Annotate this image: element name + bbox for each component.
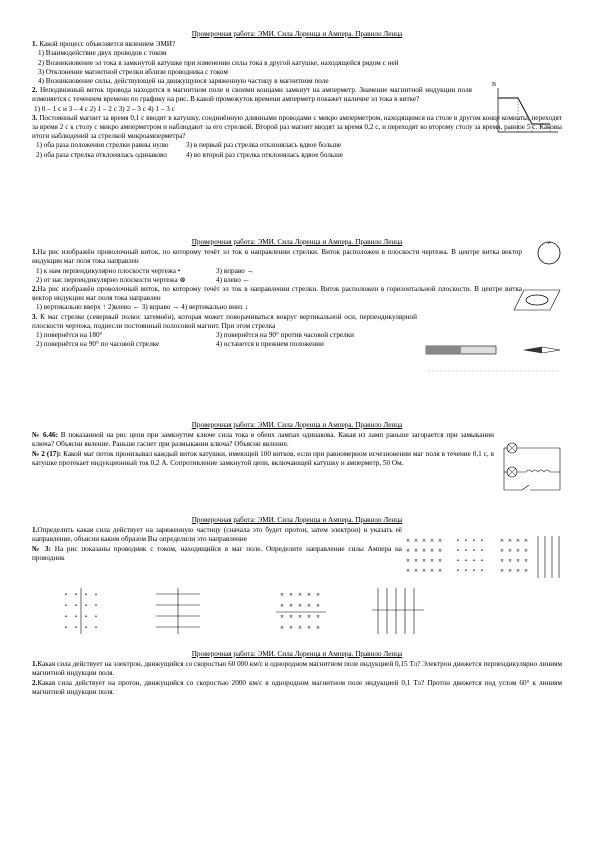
section-5	[32, 650, 562, 697]
field-dot-mark: •	[74, 592, 78, 598]
q1-number: 1.	[32, 526, 38, 535]
field-dot-mark: •	[84, 592, 88, 598]
field-dot-mark: •	[94, 614, 98, 620]
field-cross-mark: ×	[413, 538, 419, 544]
q2-text: На рис изображён проволочный виток, по которому течёт эл ток в направлении стрелки. Виток расположен в горизонтальной плоскости. В центре витка вектор индукции маг поля тока направлен	[32, 285, 522, 303]
q646-text: В показанной на рис цепи при замкнутом ключе сила тока в обеих лампах одинакова. Какая из ламп раньше загорается при замыкании ключа? Объясни явление. Раньше гаснет при размыкании ключа? Объясни явление.	[32, 431, 494, 449]
field-cross-mark: ×	[507, 568, 513, 574]
field-cross-mark: ×	[413, 548, 419, 554]
field-cross-mark: ×	[405, 538, 411, 544]
q3-option: 4) останется в прежнем положении	[216, 340, 324, 349]
section-1	[32, 30, 562, 160]
field-dot-mark: •	[64, 603, 68, 609]
field-cross-mark: ×	[288, 603, 294, 609]
field-dot-mark: •	[464, 538, 468, 544]
field-cross-mark: ×	[421, 548, 427, 554]
bar-magnet-figure	[424, 342, 564, 363]
q2-text: Неподвижный виток провода находится в магнитном поле и своими концами замкнут на амперметр. Значение магнитной индукции поля изменяется с течением времени по графику на рис. В какой промежуток времени амперметр покажет наличие эл тока в витке?	[32, 86, 472, 104]
section-1-title: Проверочная работа: ЭМИ. Сила Лоренца и Ампера. Правило Ленца	[191, 30, 403, 38]
q1-number: 1.	[32, 40, 38, 49]
field-cross-mark: ×	[306, 603, 312, 609]
field-dot-mark: •	[94, 592, 98, 598]
field-dot-mark: •	[64, 614, 68, 620]
field-cross-mark: ×	[437, 558, 443, 564]
section-2-title: Проверочная работа: ЭМИ. Сила Лоренца и Ампера. Правило Ленца	[191, 238, 403, 246]
field-dot-mark: •	[464, 558, 468, 564]
horizontal-loop-figure	[512, 288, 562, 317]
field-dot-mark: •	[84, 614, 88, 620]
q3-text: На рис показаны проводник с током, находящийся в маг поле. Определите направление силы Ампера на проводник	[32, 544, 402, 562]
field-dot-mark: •	[464, 568, 468, 574]
circuit-figure	[500, 434, 564, 499]
field-dot-mark: •	[74, 603, 78, 609]
section-5-title: Проверочная работа: ЭМИ. Сила Лоренца и Ампера. Правило Ленца	[191, 650, 403, 658]
q2-number: 2.	[32, 86, 38, 95]
field-cross-mark: ×	[515, 538, 521, 544]
field-cross-mark: ×	[306, 592, 312, 598]
field-cross-mark: ×	[279, 625, 285, 631]
q3-option: 1) повернётся на 180°	[36, 331, 103, 340]
field-dot-mark: •	[64, 625, 68, 631]
field-dot-mark: •	[472, 548, 476, 554]
field-dot-mark: •	[64, 592, 68, 598]
field-cross-mark: ×	[421, 538, 427, 544]
q2-options: 1) 0 – 1 с и 3 – 4 с 2) 1 – 2 с 3) 2 – 3 с 4) 1 – 3 с	[34, 104, 175, 113]
q3-option: 3) повернётся на 90° против часовой стрелки	[216, 331, 355, 340]
field-cross-mark: ×	[297, 592, 303, 598]
field-cross-mark: ×	[279, 592, 285, 598]
section-3-title: Проверочная работа: ЭМИ. Сила Лоренца и Ампера. Правило Ленца	[191, 421, 403, 429]
field-cross-mark: ×	[523, 568, 529, 574]
q2-number: 2.	[32, 678, 38, 687]
q1-text: На рис изображён проволочный виток, по которому течёт эл ток в направлении стрелки. Виток расположен в плоскости чертежа. В центре витка вектор индукции маг поля тока направлен	[32, 248, 522, 266]
field-cross-mark: ×	[429, 548, 435, 554]
field-cross-mark: ×	[507, 548, 513, 554]
compass-needle-figure	[424, 364, 564, 382]
q2-options: 1) вертикально вверх ↑ 2)влево ← 3) вправо → 4) вертикально вниз ↓	[36, 303, 249, 312]
field-cross-mark: ×	[297, 625, 303, 631]
q2-number: 2.	[32, 285, 38, 294]
field-cross-mark: ×	[315, 592, 321, 598]
particle-field-figures	[402, 534, 564, 585]
field-dot-mark: •	[480, 558, 484, 564]
field-cross-mark: ×	[421, 558, 427, 564]
field-cross-mark: ×	[288, 625, 294, 631]
field-cross-mark: ×	[437, 538, 443, 544]
field-cross-mark: ×	[297, 614, 303, 620]
field-cross-mark: ×	[315, 603, 321, 609]
field-dot-mark: •	[456, 558, 460, 564]
field-cross-mark: ×	[429, 558, 435, 564]
field-cross-mark: ×	[507, 538, 513, 544]
field-cross-mark: ×	[279, 614, 285, 620]
field-cross-mark: ×	[315, 614, 321, 620]
field-cross-mark: ×	[515, 568, 521, 574]
section-2	[32, 238, 562, 349]
field-dot-mark: •	[84, 625, 88, 631]
field-dot-mark: •	[456, 548, 460, 554]
field-dot-mark: •	[472, 568, 476, 574]
field-dot-mark: •	[94, 603, 98, 609]
field-dot-mark: •	[74, 614, 78, 620]
field-cross-mark: ×	[437, 548, 443, 554]
field-cross-mark: ×	[405, 568, 411, 574]
q1-option: 4) Возникновение силы, действующей на движущуюся заряженную частицу в магнитном поле	[38, 77, 329, 86]
field-dot-mark: •	[472, 558, 476, 564]
induction-graph	[492, 84, 562, 138]
field-dot-mark: •	[84, 603, 88, 609]
field-dot-mark: •	[480, 568, 484, 574]
field-cross-mark: ×	[405, 558, 411, 564]
field-cross-mark: ×	[315, 625, 321, 631]
q3-number: № 3:	[32, 544, 51, 553]
q1-number: 1.	[32, 248, 38, 257]
q1-option: 1) Взаимодействие двух проводов с током	[38, 49, 167, 58]
field-cross-mark: ×	[515, 548, 521, 554]
field-cross-mark: ×	[507, 558, 513, 564]
q1-text: Какой процесс объясняется явлением ЭМИ?	[39, 40, 176, 49]
q1-option: 4) влево ←	[216, 275, 250, 284]
graph-axis-label: B	[492, 82, 497, 88]
q3-text: К маг стрелке (северный полюс затемнён), которая может поворачиваться вокруг вертикальной оси, перпендикулярной плоскости чертежа, поднесли постоянный полосовой магнит. При этом стрелка	[32, 312, 417, 330]
section-4-title: Проверочная работа: ЭМИ. Сила Лоренца и Ампера. Правило Ленца	[191, 516, 403, 524]
field-dot-mark: •	[472, 538, 476, 544]
field-cross-mark: ×	[288, 592, 294, 598]
field-cross-mark: ×	[523, 548, 529, 554]
q1-option: 2) Возникновение эл тока в замкнутой катушке при изменении силы тока в другой катушке, находящейся рядом с ней	[38, 58, 399, 67]
q3-option: 2) повернётся на 90° по часовой стрелке	[36, 340, 160, 349]
field-cross-mark: ×	[297, 603, 303, 609]
field-dot-mark: •	[464, 548, 468, 554]
field-cross-mark: ×	[429, 538, 435, 544]
q3-number: 3.	[32, 312, 38, 321]
q3-number: 3.	[32, 113, 38, 122]
field-dot-mark: •	[94, 625, 98, 631]
q646-number: № 6.46:	[32, 431, 58, 440]
q2-text: Какой маг поток пронизывал каждый виток катушки, имеющей 100 витков, если при равномерном исчезновении маг поля в течение 0,1 с, в катушке протекает индукционный ток 0,2 А. Сопротивление замкнутой цепи, включающей катушку и амперметр, 50 Ом.	[32, 449, 494, 467]
q1-option: 2) от нас перпендикулярно плоскости чертежа ⊗	[36, 275, 186, 284]
field-cross-mark: ×	[499, 548, 505, 554]
q1-option: 3) вправо →	[216, 266, 254, 275]
q1-option: 1) к нам перпендикулярно плоскости чертежа •	[36, 266, 181, 275]
field-cross-mark: ×	[421, 568, 427, 574]
field-cross-mark: ×	[306, 625, 312, 631]
field-cross-mark: ×	[523, 538, 529, 544]
field-cross-mark: ×	[413, 558, 419, 564]
field-dot-mark: •	[74, 625, 78, 631]
field-dot-mark: •	[480, 548, 484, 554]
field-cross-mark: ×	[523, 558, 529, 564]
field-cross-mark: ×	[499, 568, 505, 574]
q1-number: 1.	[32, 660, 38, 669]
field-cross-mark: ×	[437, 568, 443, 574]
q1-text: Определить какая сила действует на заряженную частицу (сначала это будет протон, затем электрон) и указать её направление, объясни каким образом Вы определили это направление	[32, 526, 402, 544]
q3-option: 2) оба раза стрелка отклонялась одинаково	[36, 150, 167, 159]
field-dot-mark: •	[480, 538, 484, 544]
field-dot-mark: •	[456, 538, 460, 544]
q3-text: Постоянный магнит за время 0,1 с вводят в катушку, соединённую длинными проводами с микро амперметром, находящимся на столе в другом конце комнаты, переходят за время 2 с к столу с микро амперметром и наблюдают за его стрелкой. Второй раз магнит вводят за время 0,2 с, и переходят ко второму столу за время, равное 5 с. Каковы итоги наблюдений за стрелкой микроамперметра?	[32, 113, 562, 141]
field-cross-mark: ×	[279, 603, 285, 609]
field-cross-mark: ×	[288, 614, 294, 620]
field-cross-mark: ×	[499, 538, 505, 544]
q3-option: 1) оба раза положения стрелки равны нулю	[36, 141, 169, 150]
q2-number: № 2 (17):	[32, 449, 62, 458]
field-cross-mark: ×	[306, 614, 312, 620]
q1-option: 3) Отклонение магнитной стрелки вблизи проводника с током	[38, 67, 228, 76]
wire-loop-figure	[536, 240, 562, 271]
field-cross-mark: ×	[429, 568, 435, 574]
field-dot-mark: •	[456, 568, 460, 574]
field-cross-mark: ×	[413, 568, 419, 574]
field-cross-mark: ×	[405, 548, 411, 554]
field-cross-mark: ×	[499, 558, 505, 564]
q3-option: 3) в первый раз стрелка отклонялась вдвое больше	[186, 141, 342, 150]
conductor-field-figures	[60, 588, 440, 641]
q1-text: Какая сила действует на электрон, движущийся со скоростью 60 000 км/с в однородном магнитном поле индукцией 0,15 Тл? Электрон движется перпендикулярно линиям магнитной индукции поля.	[32, 660, 562, 678]
q3-option: 4) во второй раз стрелка отклонялась вдвое больше	[186, 150, 343, 159]
q2-text: Какая сила действует на протон, движущийся со скоростью 2000 км/с в однородном магнитном поле индукцией 0,1 Тл? Протон движется под углом 60° к линиям магнитной индукции поля.	[32, 678, 562, 696]
field-cross-mark: ×	[515, 558, 521, 564]
section-3	[32, 421, 562, 468]
